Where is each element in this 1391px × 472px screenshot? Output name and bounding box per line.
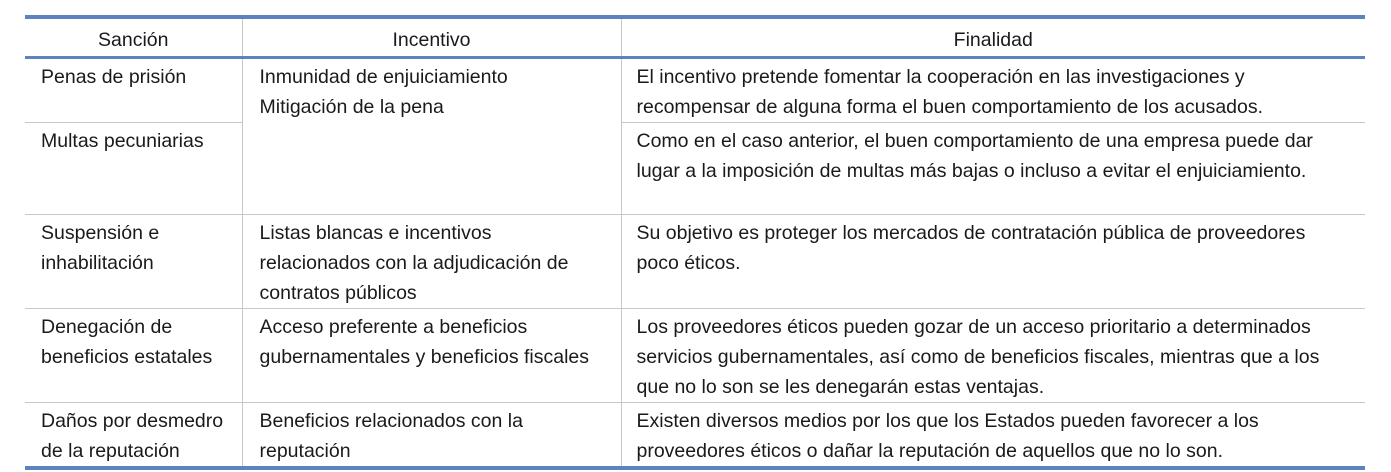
cell-text: Denegación de: [41, 316, 173, 338]
cell-finalidad: [621, 309, 1365, 403]
cell-text: Suspensión e: [41, 222, 160, 244]
cell-text: Existen diversos medios por los que los Estados pueden favorecer a los: [636, 410, 1259, 432]
cell-text: El incentivo pretende fomentar la cooperación en las investigaciones y: [636, 66, 1245, 88]
table-row: [25, 309, 1365, 403]
cell-text: de la reputación: [41, 440, 180, 462]
cell-text: gubernamentales y beneficios fiscales: [259, 346, 590, 368]
sanctions-incentives-table-container: [25, 15, 1365, 470]
cell-text: Daños por desmedro: [41, 410, 224, 432]
cell-finalidad: [621, 58, 1365, 123]
cell-text: Como en el caso anterior, el buen comportamiento de una empresa puede dar: [636, 130, 1313, 152]
cell-text: relacionados con la adjudicación de: [259, 252, 569, 274]
cell-text: contratos públicos: [259, 282, 417, 304]
table-header-row: [25, 17, 1365, 58]
cell-text: beneficios estatales: [41, 346, 213, 368]
cell-text: que no lo son se les denegarán estas ventajas.: [636, 376, 1045, 398]
sanctions-incentives-table: [25, 15, 1365, 470]
cell-text: reputación: [259, 440, 351, 462]
cell-sancion: [25, 309, 242, 403]
cell-incentivo: [242, 309, 621, 403]
cell-finalidad: [621, 403, 1365, 469]
cell-sancion: [25, 58, 242, 123]
cell-text: Penas de prisión: [41, 66, 187, 88]
header-incentivo: Incentivo: [242, 17, 621, 58]
table-row: [25, 215, 1365, 309]
header-sancion: Sanción: [98, 29, 169, 51]
table-row: [25, 58, 1365, 123]
cell-text: Mitigación de la pena: [259, 96, 444, 118]
cell-text: lugar a la imposición de multas más bajas o incluso a evitar el enjuiciamiento.: [636, 160, 1307, 182]
header-finalidad: Finalidad: [621, 17, 1365, 58]
cell-sancion: [25, 123, 242, 215]
cell-incentivo: [242, 215, 621, 309]
cell-sancion: [25, 403, 242, 469]
cell-text: servicios gubernamentales, así como de beneficios fiscales, mientras que a los: [636, 346, 1320, 368]
table-row: [25, 403, 1365, 469]
cell-text: Inmunidad de enjuiciamiento: [259, 66, 508, 88]
cell-incentivo: [242, 403, 621, 469]
cell-text: proveedores éticos o dañar la reputación de aquellos que no lo son.: [636, 440, 1223, 462]
cell-text: Acceso preferente a beneficios: [259, 316, 528, 338]
cell-text: Listas blancas e incentivos: [259, 222, 492, 244]
cell-incentivo: [242, 58, 621, 215]
cell-text: Los proveedores éticos pueden gozar de un acceso prioritario a determinados: [636, 316, 1311, 338]
cell-text: Beneficios relacionados con la: [259, 410, 523, 432]
cell-text: inhabilitación: [41, 252, 154, 274]
table-row: [25, 123, 1365, 215]
cell-text: poco éticos.: [636, 252, 741, 274]
cell-finalidad: [621, 215, 1365, 309]
cell-sancion: [25, 215, 242, 309]
cell-text: Multas pecuniarias: [41, 130, 204, 152]
cell-finalidad: [621, 123, 1365, 215]
cell-text: recompensar de alguna forma el buen comportamiento de los acusados.: [636, 96, 1264, 118]
cell-text: Su objetivo es proteger los mercados de contratación pública de proveedores: [636, 222, 1306, 244]
